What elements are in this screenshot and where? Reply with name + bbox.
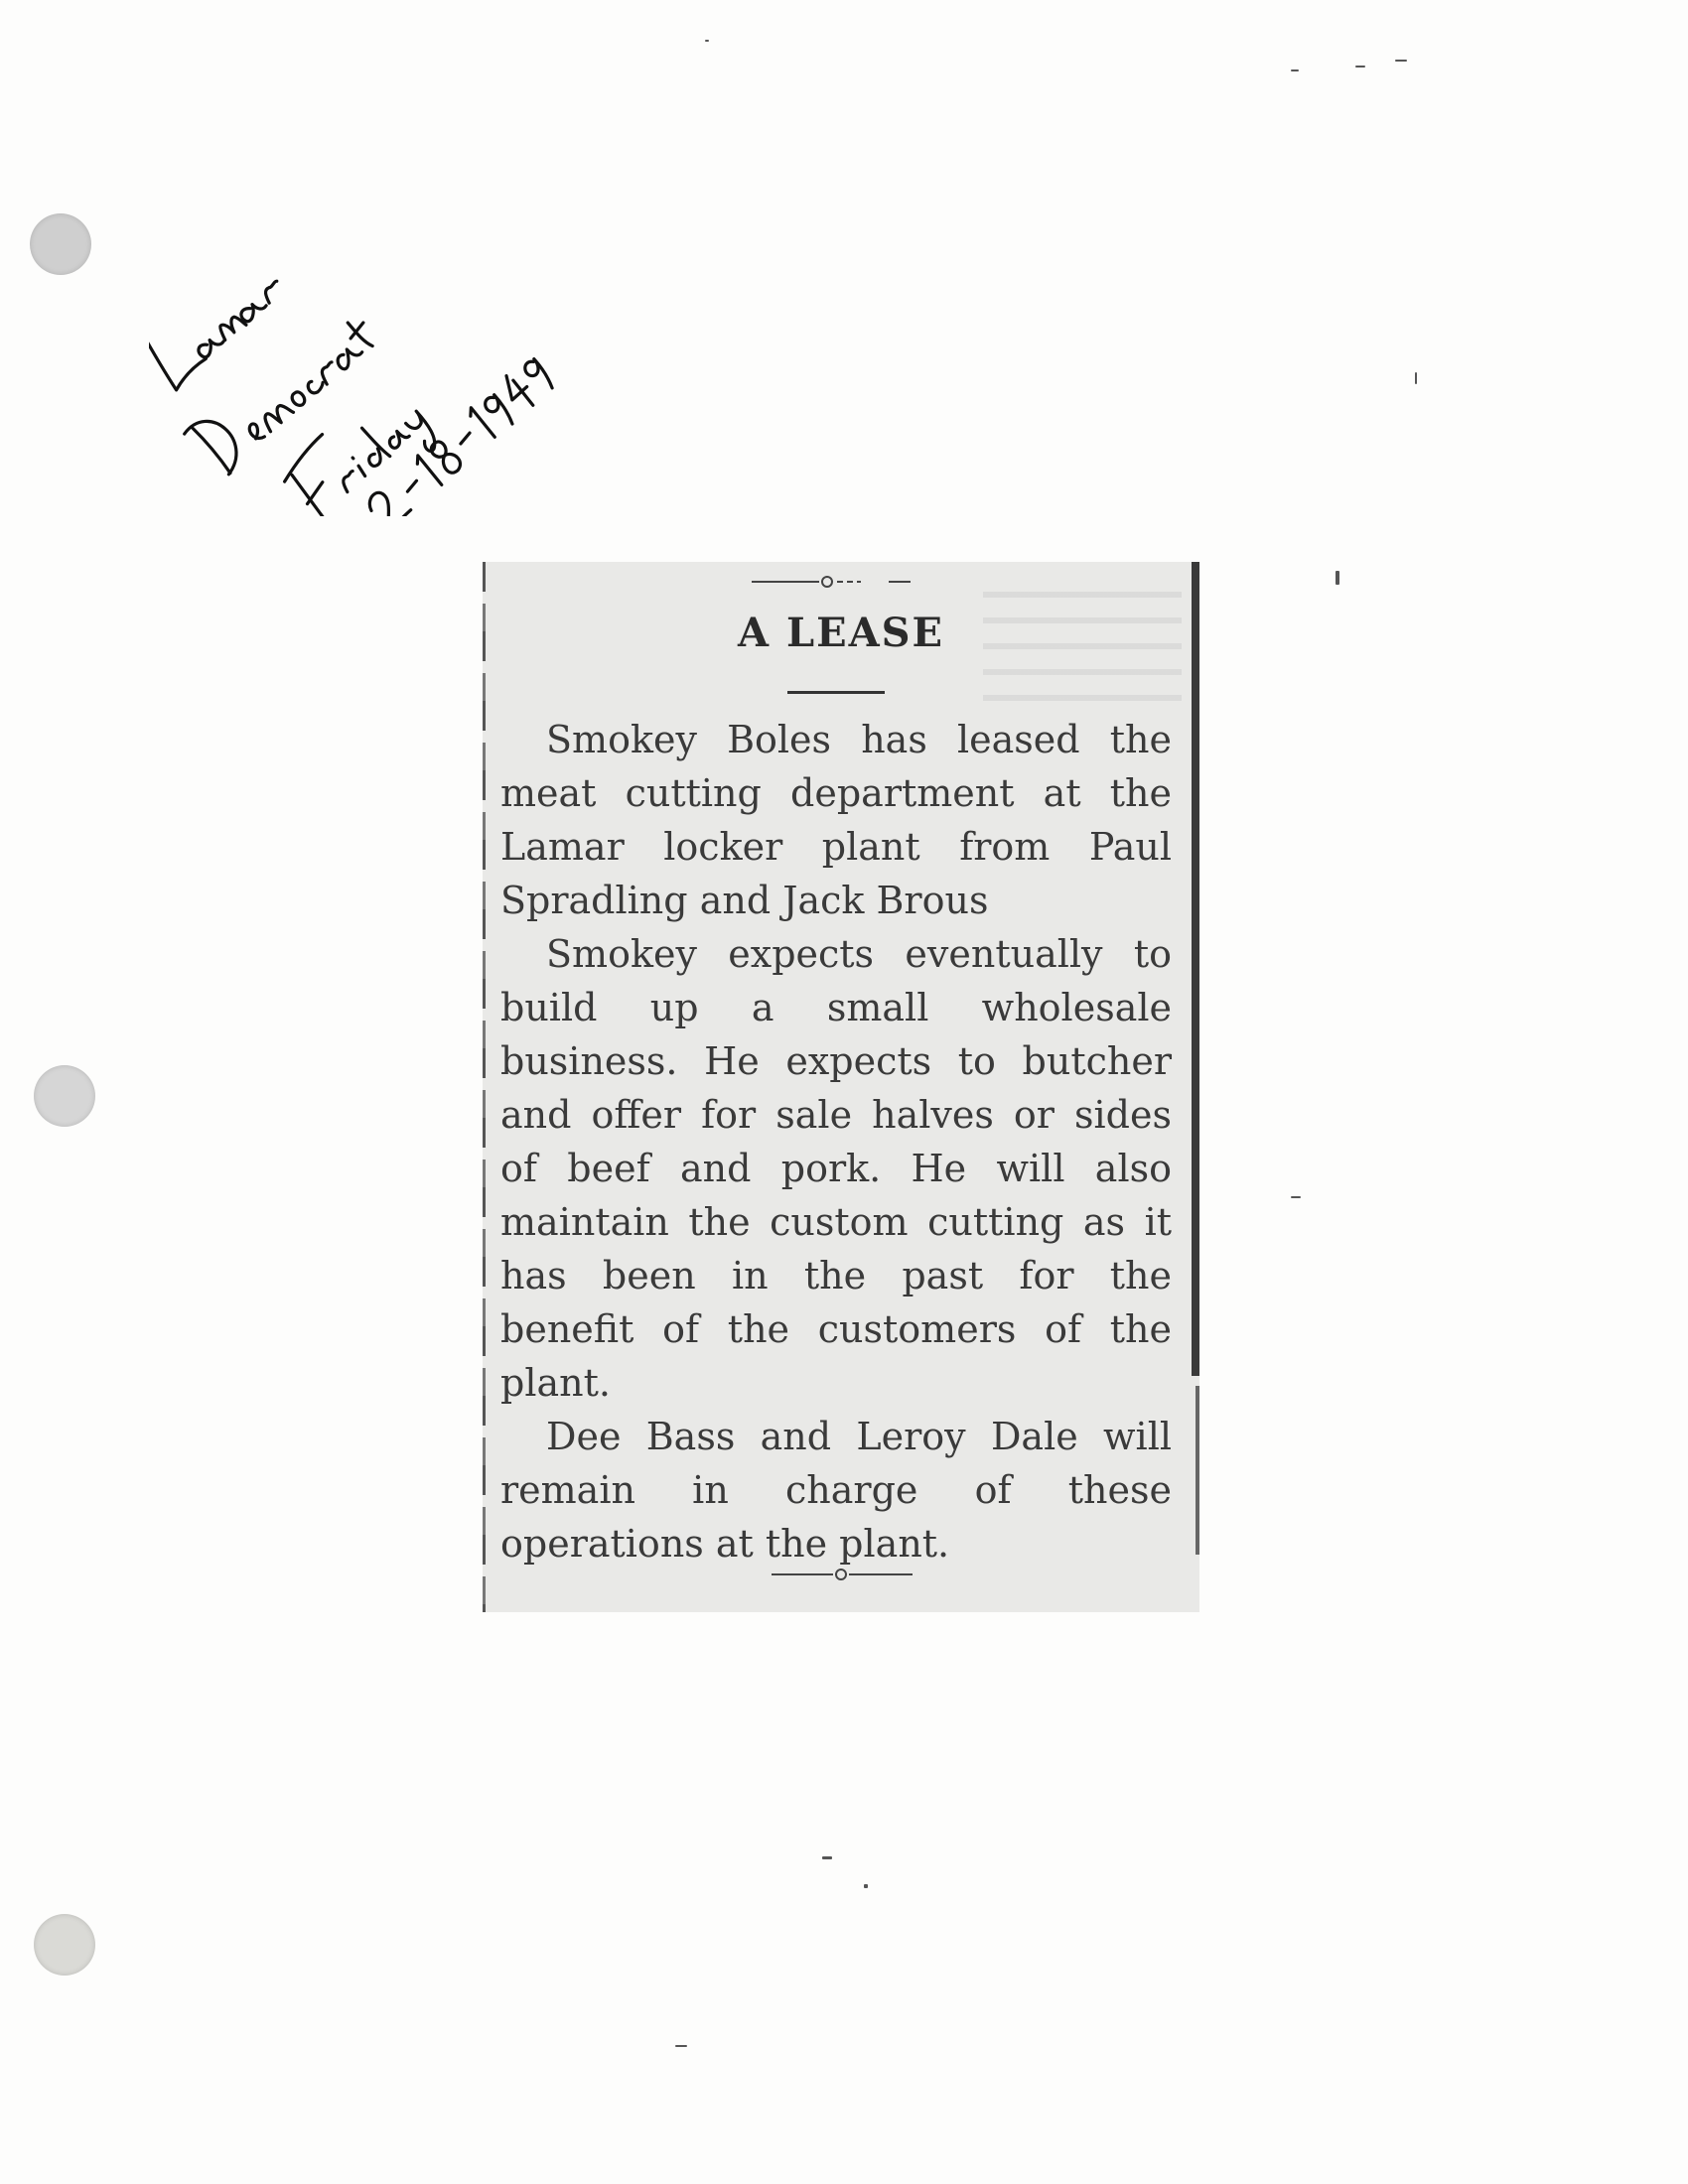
newspaper-clipping: [483, 562, 1199, 1612]
paragraph-3-text: Dee Bass and Leroy Dale will remain in charge of these operations at the plant.: [500, 1415, 1172, 1566]
paragraph-3: [500, 1410, 1172, 1570]
paragraph-1-text: Smokey Boles has leased the meat cutting department at the Lamar locker plant from Paul Spradling and Jack Brous: [500, 718, 1172, 922]
handwritten-annotation: [149, 208, 635, 516]
scan-speck: [864, 1884, 868, 1888]
headline-rule: [787, 691, 885, 694]
scan-speck: [822, 1856, 832, 1859]
punch-hole-middle: [34, 1065, 95, 1127]
top-divider: [483, 572, 1199, 592]
clipping-right-edge: [1192, 562, 1199, 1376]
scan-speck: [675, 2045, 687, 2047]
punch-hole-bottom: [34, 1914, 95, 1976]
paragraph-1: [500, 713, 1172, 927]
bottom-divider: [483, 1565, 1199, 1584]
scan-speck: [1355, 66, 1365, 68]
clipping-left-edge: [483, 562, 486, 1612]
scan-speck: [1395, 60, 1407, 62]
article-headline: A LEASE: [738, 610, 944, 656]
clipping-right-edge-lower: [1196, 1386, 1199, 1555]
scan-speck: [1291, 1196, 1301, 1198]
paragraph-2-text: Smokey expects eventually to build up a small wholesale business. He expects to butcher and offer for sale halves or sides of beef and pork. He will also maintain the custom cutting as it has been in the past for the benefit of the customers of the plant.: [500, 932, 1172, 1405]
article-body: [500, 713, 1172, 1570]
paragraph-2: [500, 927, 1172, 1410]
scan-speck: [1415, 372, 1417, 384]
scan-speck: [705, 40, 709, 42]
punch-hole-top: [30, 213, 91, 275]
scan-speck: [1336, 571, 1339, 585]
scan-speck: [1291, 69, 1299, 71]
